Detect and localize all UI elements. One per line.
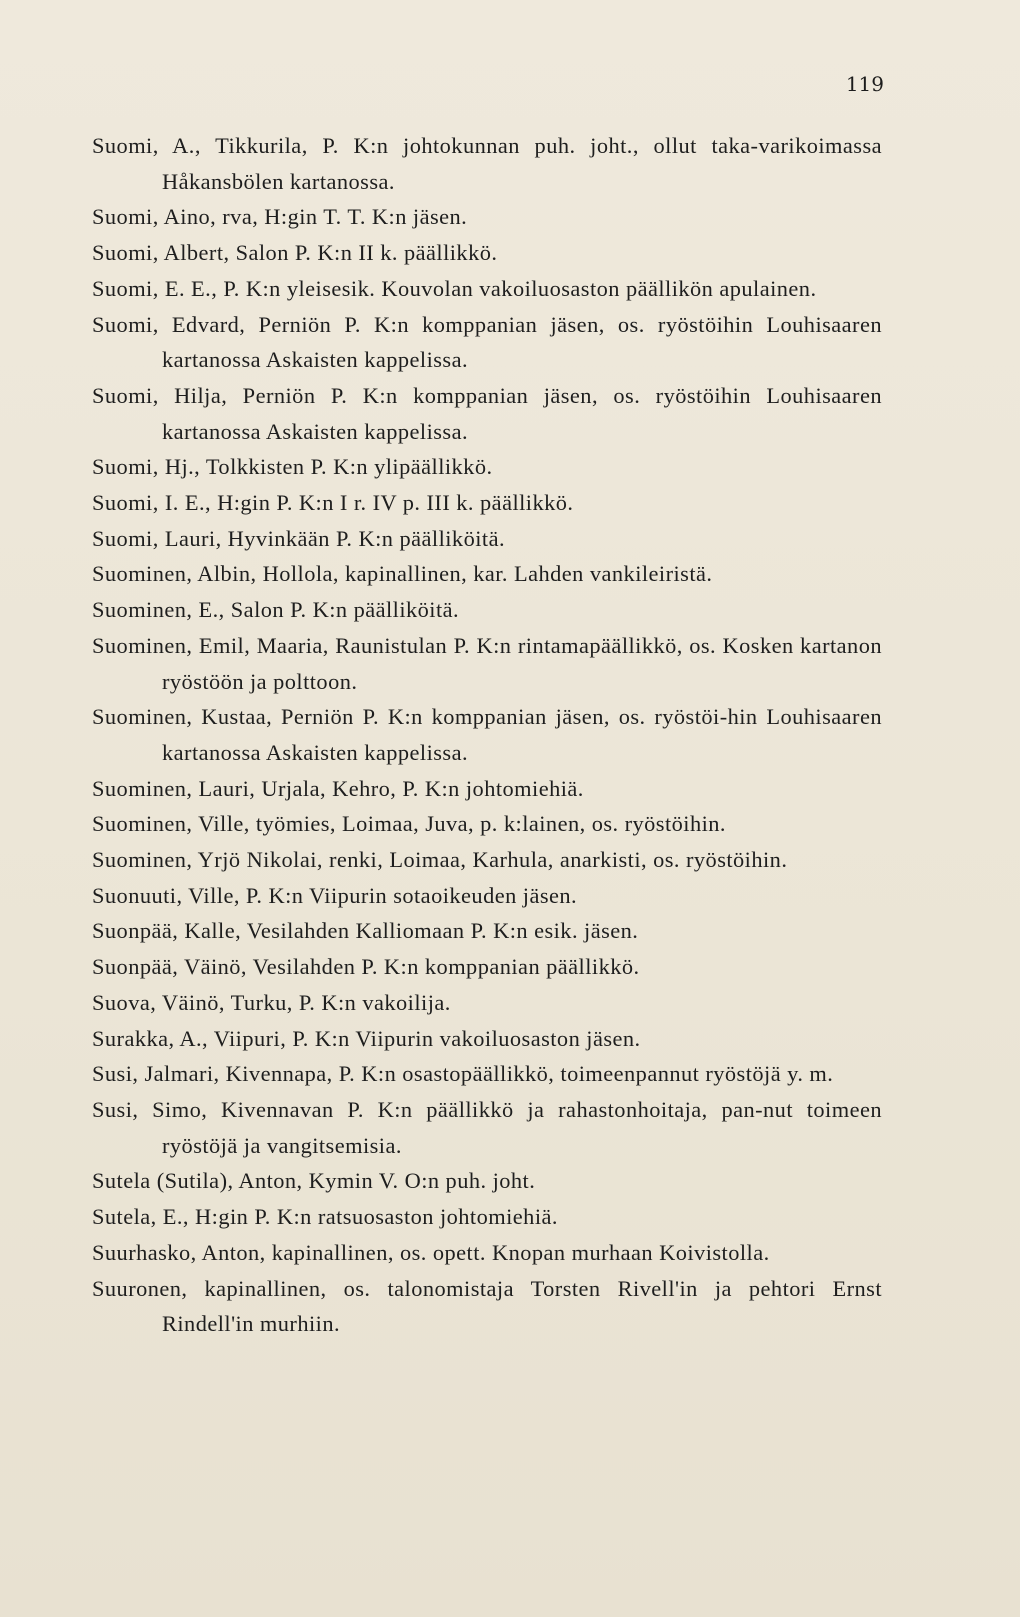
page-number: 119 <box>845 72 884 96</box>
list-item: Suomi, I. E., H:gin P. K:n I r. IV p. III k. päällikkö. <box>92 490 574 516</box>
list-item: Suomi, Hilja, Perniön P. K:n komppanian jäsen, os. ryöstöihin Louhisaaren kartanossa Askaisten kappelissa. <box>92 382 882 444</box>
list-item: Suonuuti, Ville, P. K:n Viipurin sotaoikeuden jäsen. <box>92 882 578 908</box>
list-item: Suominen, Yrjö Nikolai, renki, Loimaa, Karhula, anarkisti, os. ryöstöihin. <box>92 847 788 873</box>
list-item: Suonpää, Kalle, Vesilahden Kalliomaan P. K:n esik. jäsen. <box>92 918 639 944</box>
list-item: Suova, Väinö, Turku, P. K:n vakoilija. <box>92 989 451 1015</box>
list-item: Suuronen, kapinallinen, os. talonomistaja Torsten Rivell'in ja pehtori Ernst Rindell'in murhiin. <box>92 1275 882 1337</box>
list-item: Surakka, A., Viipuri, P. K:n Viipurin vakoiluosaston jäsen. <box>92 1025 641 1051</box>
list-item: Suomi, Lauri, Hyvinkään P. K:n päälliköitä. <box>92 525 505 551</box>
list-item: Sutela, E., H:gin P. K:n ratsuosaston johtomiehiä. <box>92 1204 558 1230</box>
list-item: Susi, Jalmari, Kivennapa, P. K:n osastopäällikkö, toimeenpannut ryöstöjä y. m. <box>92 1061 834 1087</box>
list-item: Suominen, E., Salon P. K:n päälliköitä. <box>92 597 460 623</box>
list-item: Suonpää, Väinö, Vesilahden P. K:n komppanian päällikkö. <box>92 954 640 980</box>
list-item: Suominen, Albin, Hollola, kapinallinen, kar. Lahden vankileiristä. <box>92 561 713 587</box>
list-item: Suominen, Ville, työmies, Loimaa, Juva, p. k:lainen, os. ryöstöihin. <box>92 811 726 837</box>
list-item: Susi, Simo, Kivennavan P. K:n päällikkö ja rahastonhoitaja, pan-nut toimeen ryöstöjä ja vangitsemisia. <box>92 1096 882 1158</box>
list-item: Sutela (Sutila), Anton, Kymin V. O:n puh. joht. <box>92 1168 536 1194</box>
list-item: Suomi, Hj., Tolkkisten P. K:n ylipäällikkö. <box>92 454 493 480</box>
list-item: Suomi, E. E., P. K:n yleisesik. Kouvolan vakoiluosaston päällikön apulainen. <box>92 275 817 301</box>
list-item: Suominen, Emil, Maaria, Raunistulan P. K:n rintamapäällikkö, os. Kosken kartanon ryöstöön ja polttoon. <box>92 632 882 694</box>
list-item: Suomi, A., Tikkurila, P. K:n johtokunnan puh. joht., ollut taka-varikoimassa Håkansbölen kartanossa. <box>92 133 882 194</box>
list-item: Suomi, Aino, rva, H:gin T. T. K:n jäsen. <box>92 204 468 230</box>
list-item: Suurhasko, Anton, kapinallinen, os. opett. Knopan murhaan Koivistolla. <box>92 1239 770 1265</box>
entry-list <box>92 128 882 1342</box>
list-item: Suomi, Albert, Salon P. K:n II k. päällikkö. <box>92 240 498 266</box>
list-item: Suominen, Kustaa, Perniön P. K:n komppanian jäsen, os. ryöstöi-hin Louhisaaren kartanossa Askaisten kappelissa. <box>92 704 882 765</box>
list-item: Suominen, Lauri, Urjala, Kehro, P. K:n johtomiehiä. <box>92 775 584 801</box>
list-item: Suomi, Edvard, Perniön P. K:n komppanian jäsen, os. ryöstöihin Louhisaaren kartanossa Askaisten kappelissa. <box>92 311 882 373</box>
